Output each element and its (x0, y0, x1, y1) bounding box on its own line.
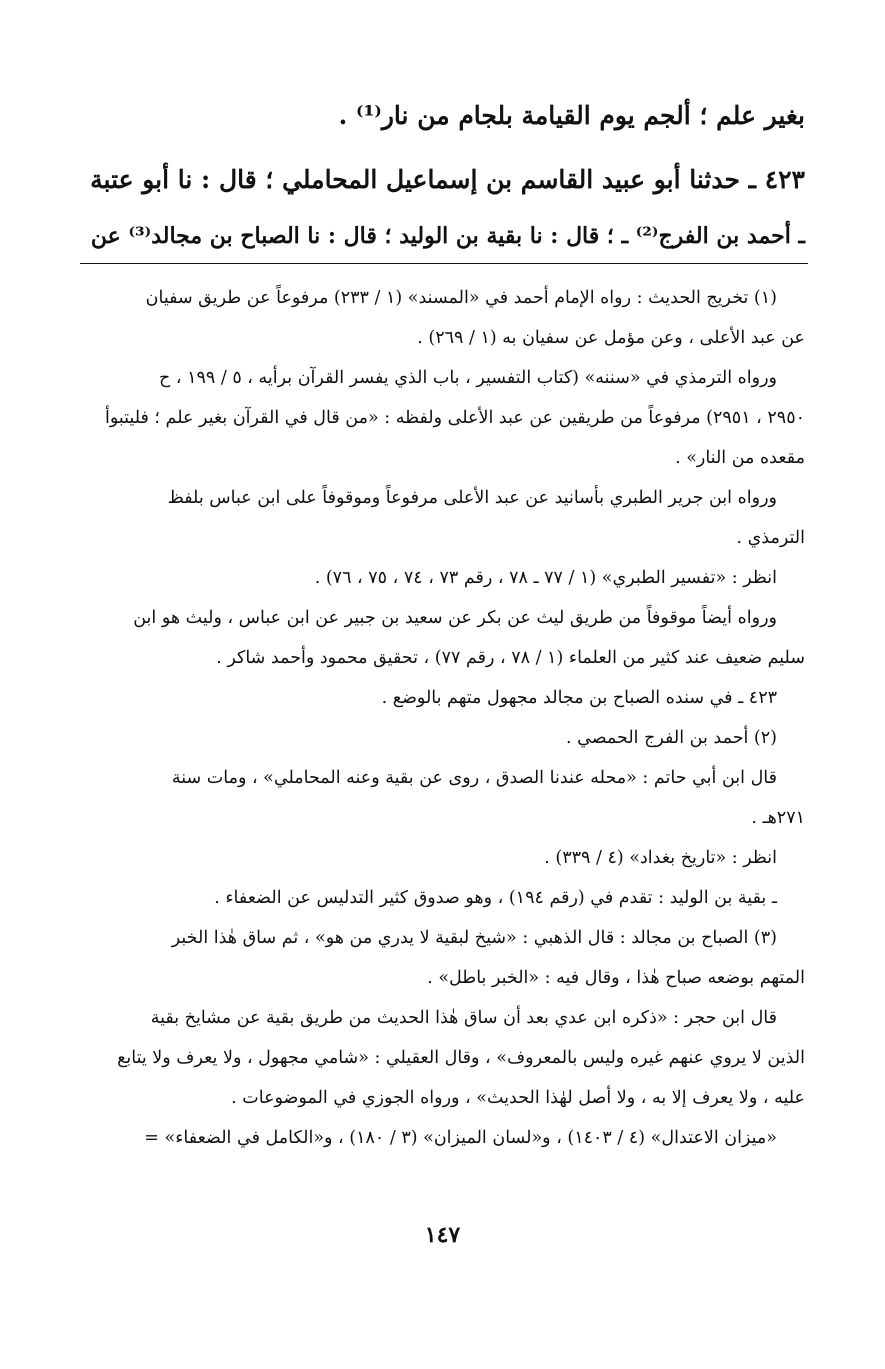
footnote-line: الذين لا يروي عنهم غيره وليس بالمعروف» ، وقال العقيلي : «شامي مجهول ، ولا يعرف ولا يتابع (117, 1048, 805, 1068)
footnote-line: انظر : «تفسير الطبري» (١ / ٧٧ ـ ٧٨ ، رقم ٧٣ ، ٧٤ ، ٧٥ ، ٧٦) . (314, 568, 777, 588)
main-text-line: بغير علم ؛ ألجم يوم القيامة بلجام من نار⁽¹⁾ . (338, 101, 805, 130)
footnote-line: ورواه الترمذي في «سننه» (كتاب التفسير ، باب الذي يفسر القرآن برأيه ، ٥ / ١٩٩ ، ح (159, 368, 777, 388)
footnote-line: قال ابن حجر : «ذكره ابن عدي بعد أن ساق هٰذا الحديث من طريق بقية عن مشايخ بقية (150, 1008, 777, 1028)
footnote-line: (٣) الصباح بن مجالد : قال الذهبي : «شيخ لبقية لا يدري من هو» ، ثم ساق هٰذا الخبر (171, 928, 777, 948)
footnote-separator (80, 263, 808, 264)
footnote-line: المتهم بوضعه صباح هٰذا ، وقال فيه : «الخبر باطل» . (427, 968, 805, 988)
footnote-line: عن عبد الأعلى ، وعن مؤمل عن سفيان به (١ / ٢٦٩) . (417, 328, 805, 348)
footnote-line: قال ابن أبي حاتم : «محله عندنا الصدق ، روى عن بقية وعنه المحاملي» ، ومات سنة (171, 768, 777, 788)
footnote-line: ٤٢٣ ـ في سنده الصباح بن مجالد مجهول متهم بالوضع . (381, 688, 777, 708)
footnote-line: ورواه ابن جرير الطبري بأسانيد عن عبد الأعلى مرفوعاً وموقوفاً على ابن عباس بلفظ (167, 488, 777, 508)
footnote-line: انظر : «تاريخ بغداد» (٤ / ٣٣٩) . (544, 848, 777, 868)
footnotes (80, 278, 805, 1158)
footnote-line: الترمذي . (736, 528, 805, 548)
footnote-line: ٢٩٥٠ ، ٢٩٥١) مرفوعاً من طريقين عن عبد الأعلى ولفظه : «من قال في القرآن بغير علم ؛ فليتبوأ (104, 408, 805, 428)
footnote-line: (١) تخريج الحديث : رواه الإمام أحمد في «المسند» (١ / ٢٣٣) مرفوعاً عن طريق سفيان (145, 288, 777, 308)
footnote-line: عليه ، ولا يعرف إلا به ، ولا أصل لهٰذا الحديث» ، ورواه الجوزي في الموضوعات . (231, 1088, 805, 1108)
footnote-line: ورواه أيضاً موقوفاً من طريق ليث عن بكر عن سعيد بن جبير عن ابن عباس ، وليث هو ابن (133, 608, 777, 628)
footnote-line: سليم ضعيف عند كثير من العلماء (١ / ٧٨ ، رقم ٧٧) ، تحقيق محمود وأحمد شاكر . (216, 648, 805, 668)
footnote-line: ـ بقية بن الوليد : تقدم في (رقم ١٩٤) ، وهو صدوق كثير التدليس عن الضعفاء . (214, 888, 777, 908)
page-number: ١٤٧ (424, 1222, 461, 1248)
main-text (80, 88, 805, 264)
footnote-line: ٢٧١هـ . (751, 808, 805, 828)
main-text-line: ٤٢٣ ـ حدثنا أبو عبيد القاسم بن إسماعيل المحاملي ؛ قال : نا أبو عتبة (90, 165, 805, 194)
main-text-line: ـ أحمد بن الفرج⁽²⁾ ـ ؛ قال : نا بقية بن الوليد ؛ قال : نا الصباح بن مجالد⁽³⁾ عن (90, 223, 805, 249)
footnote-line: «ميزان الاعتدال» (٤ / ١٤٠٣) ، و«لسان الميزان» (٣ / ١٨٠) ، و«الكامل في الضعفاء» = (144, 1128, 777, 1148)
footnote-line: (٢) أحمد بن الفرج الحمصي . (566, 728, 777, 748)
footnote-line: مقعده من النار» . (675, 448, 805, 468)
